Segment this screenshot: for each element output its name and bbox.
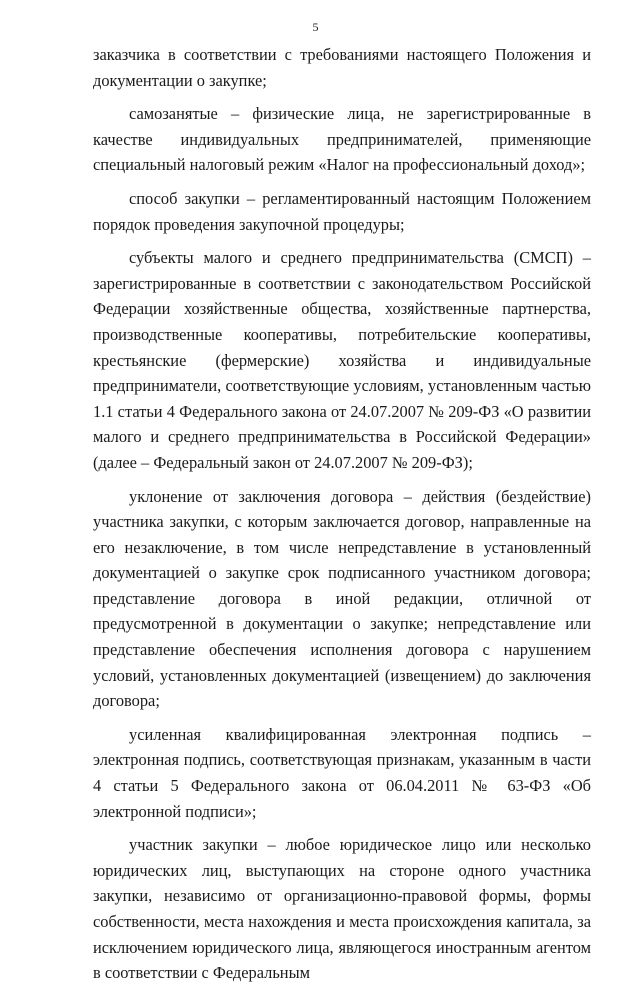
paragraph-procurement-method: способ закупки – регламентированный настоящим Положением порядок проведения закупочной процедуры; <box>93 188 591 234</box>
paragraph-participant: участник закупки – любое юридическое лицо или несколько юридических лиц, выступающих на стороне одного участника закупки, независимо от организационно-правовой формы, формы собственности, места нахождения и места происхождения капитала, за исключением юридического лица, являющегося иностранным агентом в соответствии с Федеральным <box>93 835 591 983</box>
paragraph-signature: усиленная квалифицированная электронная подпись – электронная подпись, соответствующая признакам, указанным в части 4 статьи 5 Федерального закона от 06.04.2011 № 63-ФЗ «Об электронной подписи»; <box>93 724 591 821</box>
paragraph-self-employed: самозанятые – физические лица, не зарегистрированные в качестве индивидуальных предпринимателей, применяющие специальный налоговый режим «Налог на профессиональный доход»; <box>93 104 591 175</box>
paragraph-smsp: субъекты малого и среднего предпринимательства (СМСП) – зарегистрированные в соответствии с законодательством Российской Федерации хозяйственные общества, хозяйственные партнерства, производственные кооперативы, потребительские кооперативы, крестьянские (фермерские) хозяйства и индивидуальные предприниматели, соответствующие условиям, установленным частью 1.1 статьи 4 Федерального закона от 24.07.2007 № 209-ФЗ «О развитии малого и среднего предпринимательства в Российской Федерации» (далее – Федеральный закон от 24.07.2007 № 209-ФЗ); <box>93 248 591 472</box>
page-number: 5 <box>312 20 319 34</box>
document-body <box>93 42 591 994</box>
paragraph-continuation: заказчика в соответствии с требованиями настоящего Положения и документации о закупке; <box>93 45 591 90</box>
paragraph-evasion: уклонение от заключения договора – действия (бездействие) участника закупки, с которым заключается договор, направленные на его незаключение, в том числе непредставление в установленный документацией о закупке срок подписанного участником договора; представление договора в иной редакции, отличной от предусмотренной в документации о закупке; непредставление или представление обеспечения исполнения договора с нарушением условий, установленных документацией (извещением) до заключения договора; <box>93 486 591 711</box>
